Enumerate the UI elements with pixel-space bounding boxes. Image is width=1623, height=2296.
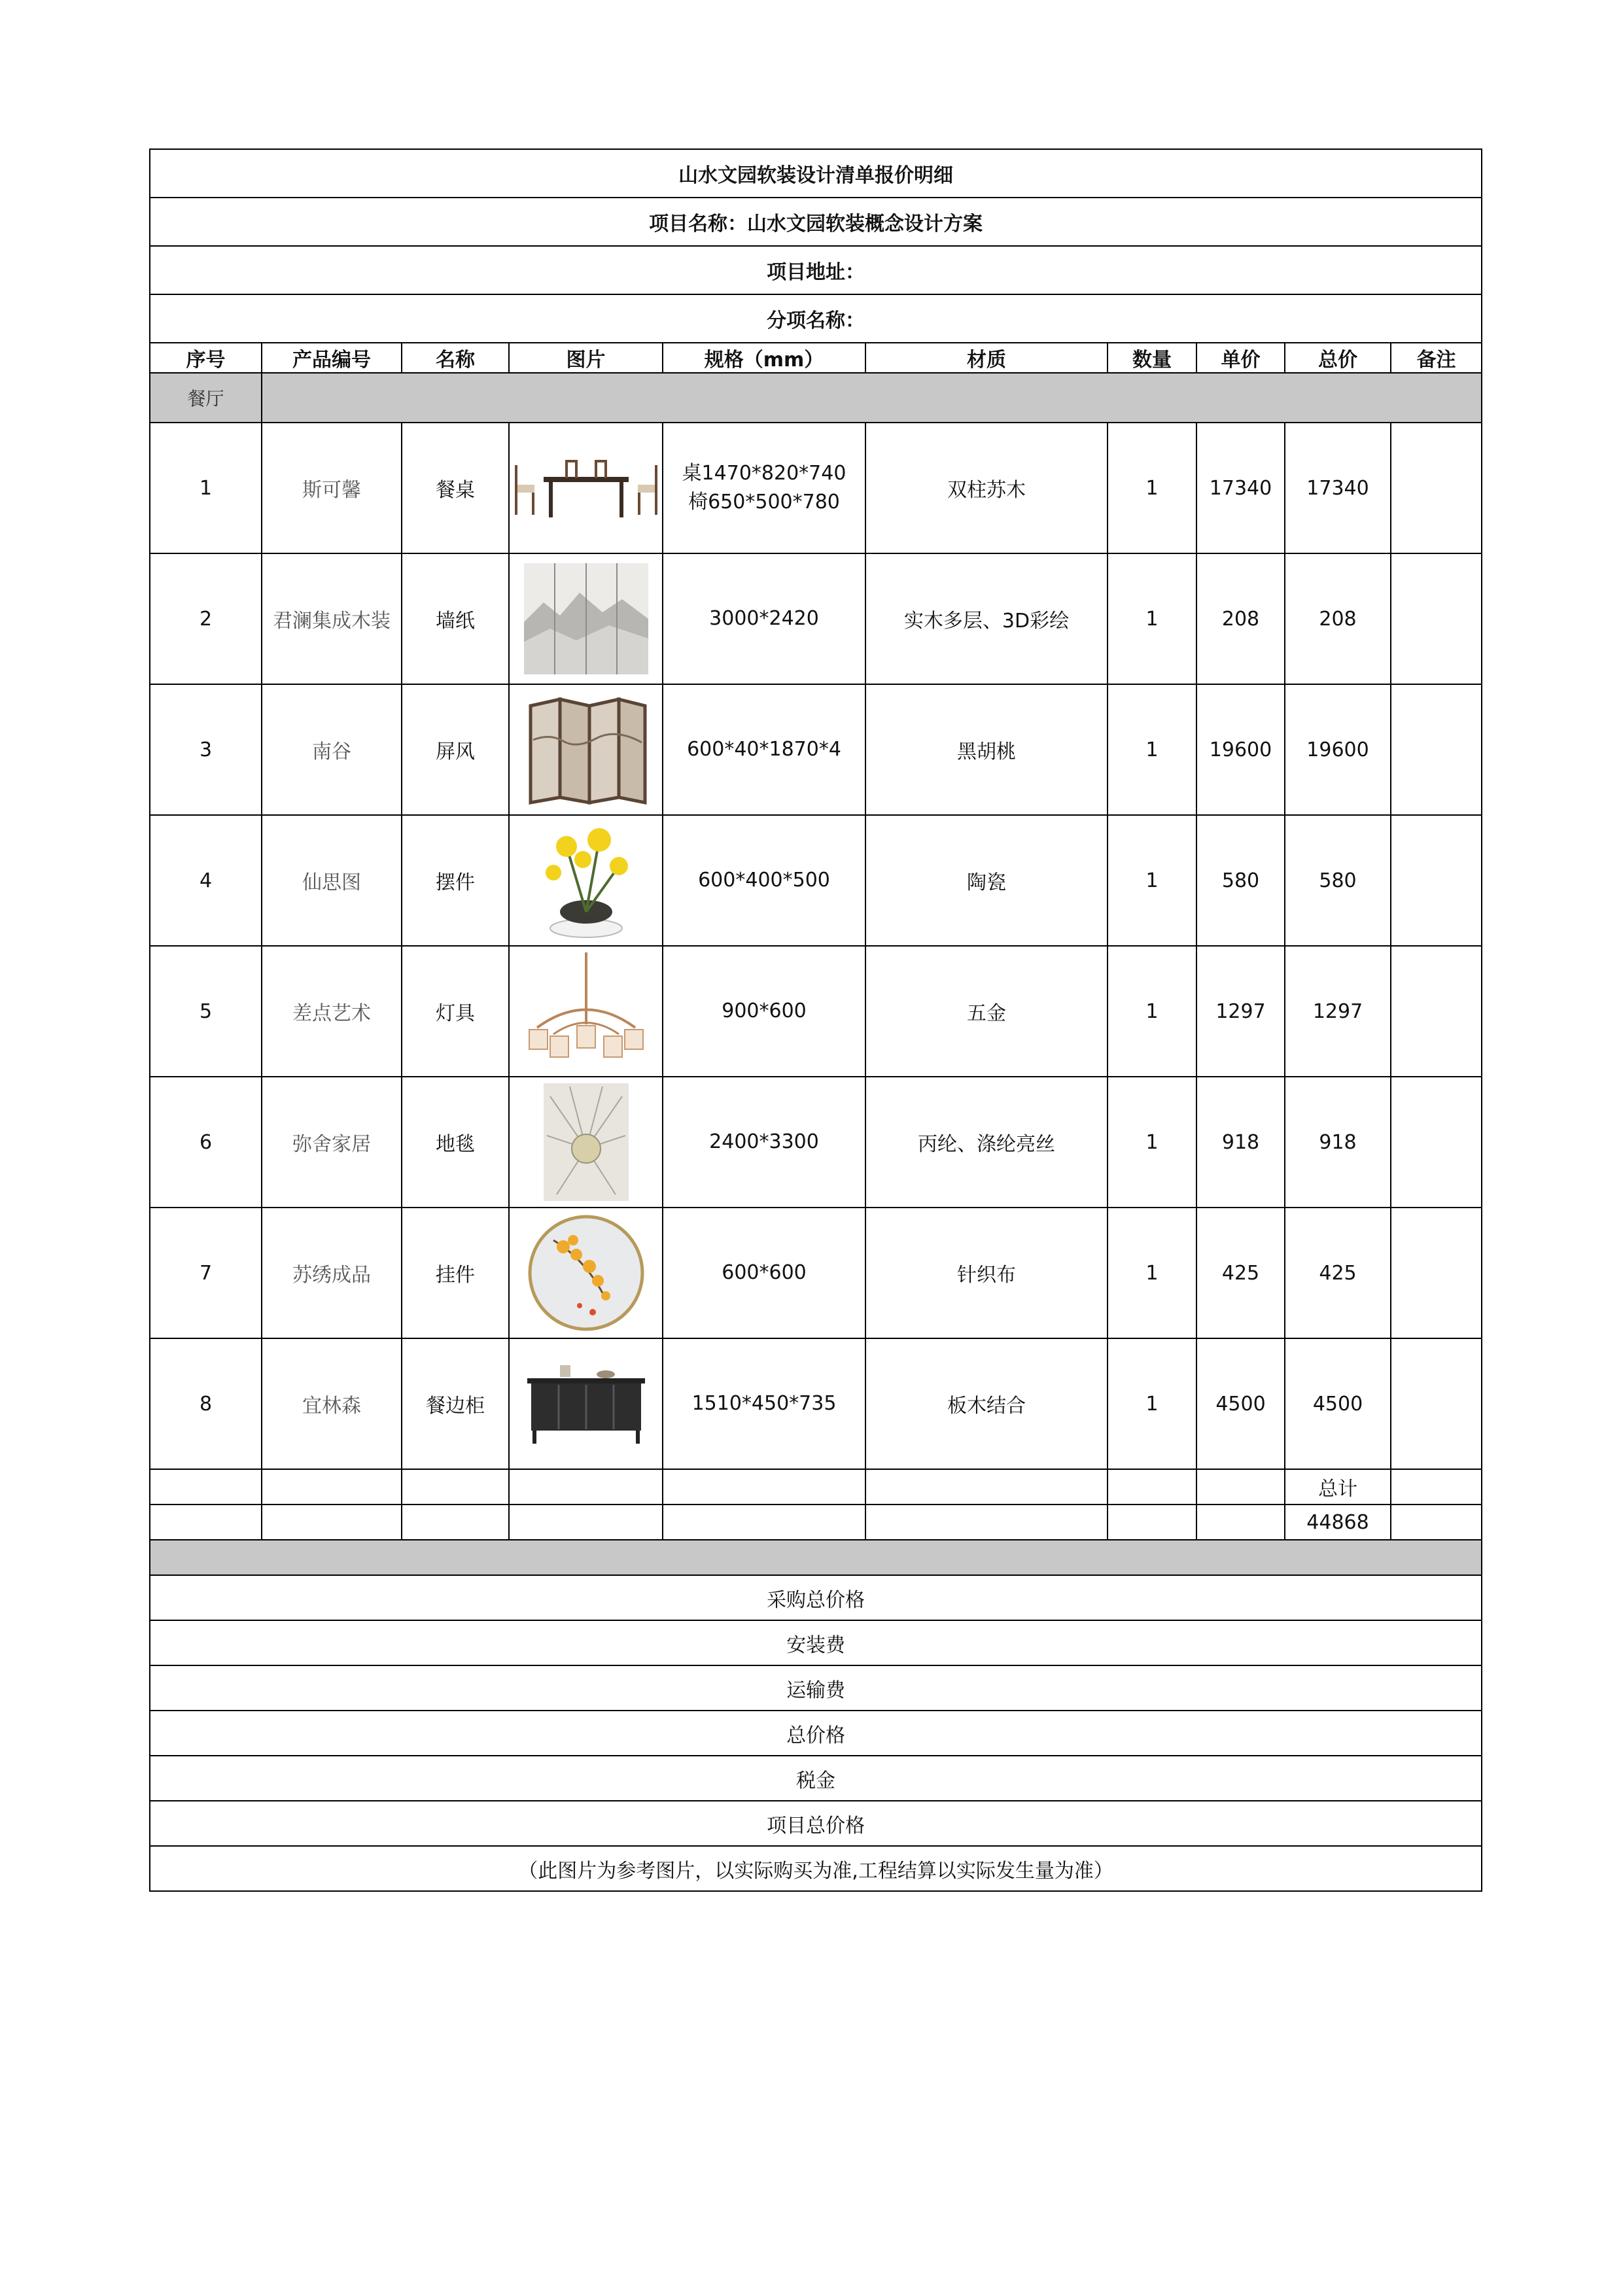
total-value-row	[150, 1505, 1482, 1540]
flower-ornament-icon	[534, 820, 638, 941]
header-code: 产品编号	[262, 343, 402, 373]
chandelier-icon	[524, 952, 648, 1070]
item-spec	[663, 553, 865, 684]
separator-row	[150, 1540, 1482, 1575]
total-price: 总价格	[150, 1711, 1482, 1756]
item-unit-price: 1297	[1196, 946, 1285, 1077]
item-spec	[663, 423, 865, 553]
item-unit-price: 918	[1196, 1077, 1285, 1208]
header-qty: 数量	[1108, 343, 1196, 373]
item-unit-price: 580	[1196, 815, 1285, 946]
item-code: 宜林森	[262, 1338, 402, 1469]
item-name: 挂件	[402, 1208, 509, 1338]
item-code: 苏绣成品	[262, 1208, 402, 1338]
item-code: 斯可馨	[262, 423, 402, 553]
item-spec	[663, 1338, 865, 1469]
item-spec-line1: 2400*3300	[709, 1130, 819, 1153]
item-spec-line1: 600*400*500	[698, 869, 830, 892]
item-seq: 2	[150, 553, 262, 684]
section-row	[150, 373, 1482, 423]
item-qty: 1	[1108, 553, 1196, 684]
item-remark	[1391, 1077, 1482, 1208]
header-total-price: 总价	[1285, 343, 1391, 373]
item-material: 陶瓷	[865, 815, 1108, 946]
item-unit-price: 17340	[1196, 423, 1285, 553]
item-spec	[663, 684, 865, 815]
item-image	[509, 423, 663, 553]
table-row	[150, 423, 1482, 553]
item-name: 灯具	[402, 946, 509, 1077]
item-image	[509, 946, 663, 1077]
item-material: 针织布	[865, 1208, 1108, 1338]
item-remark	[1391, 946, 1482, 1077]
item-total-price: 918	[1285, 1077, 1391, 1208]
tax: 税金	[150, 1756, 1482, 1801]
purchase-total: 采购总价格	[150, 1575, 1482, 1620]
round-wall-art-icon	[527, 1214, 645, 1332]
item-name: 地毯	[402, 1077, 509, 1208]
item-name: 屏风	[402, 684, 509, 815]
item-seq: 5	[150, 946, 262, 1077]
item-image	[509, 1077, 663, 1208]
item-spec-line1: 1510*450*735	[691, 1392, 837, 1415]
sub-item-name: 分项名称：	[150, 294, 1482, 343]
item-qty: 1	[1108, 1208, 1196, 1338]
sideboard-icon	[521, 1361, 652, 1446]
item-qty: 1	[1108, 423, 1196, 553]
item-spec-line1: 900*600	[722, 1000, 807, 1022]
item-material: 黑胡桃	[865, 684, 1108, 815]
item-spec	[663, 815, 865, 946]
item-spec	[663, 946, 865, 1077]
section-label: 餐厅	[150, 373, 262, 423]
item-code: 君澜集成木装	[262, 553, 402, 684]
item-seq: 8	[150, 1338, 262, 1469]
item-image	[509, 684, 663, 815]
item-seq: 1	[150, 423, 262, 553]
item-spec	[663, 1208, 865, 1338]
item-total-price: 17340	[1285, 423, 1391, 553]
header-unit-price: 单价	[1196, 343, 1285, 373]
item-total-price: 425	[1285, 1208, 1391, 1338]
folding-screen-icon	[524, 694, 648, 805]
item-seq: 7	[150, 1208, 262, 1338]
installation-fee: 安装费	[150, 1620, 1482, 1665]
item-material: 五金	[865, 946, 1108, 1077]
total-value: 44868	[1285, 1505, 1391, 1540]
item-remark	[1391, 684, 1482, 815]
item-spec-line1: 600*40*1870*4	[687, 738, 841, 761]
table-row	[150, 1338, 1482, 1469]
item-spec-line1: 3000*2420	[709, 607, 819, 630]
item-unit-price: 4500	[1196, 1338, 1285, 1469]
table-row	[150, 946, 1482, 1077]
header-remark: 备注	[1391, 343, 1482, 373]
item-material: 双柱苏木	[865, 423, 1108, 553]
table-row	[150, 1077, 1482, 1208]
item-total-price: 19600	[1285, 684, 1391, 815]
item-code: 南谷	[262, 684, 402, 815]
item-seq: 4	[150, 815, 262, 946]
header-image: 图片	[509, 343, 663, 373]
header-row	[150, 343, 1482, 373]
footnote: （此图片为参考图片，以实际购买为准,工程结算以实际发生量为准）	[150, 1846, 1482, 1891]
header-material: 材质	[865, 343, 1108, 373]
item-unit-price: 19600	[1196, 684, 1285, 815]
table-row	[150, 815, 1482, 946]
item-seq: 6	[150, 1077, 262, 1208]
item-qty: 1	[1108, 684, 1196, 815]
item-total-price: 1297	[1285, 946, 1391, 1077]
project-name: 项目名称：山水文园软装概念设计方案	[150, 198, 1482, 246]
project-total: 项目总价格	[150, 1801, 1482, 1846]
item-material: 板木结合	[865, 1338, 1108, 1469]
item-seq: 3	[150, 684, 262, 815]
item-code: 差点艺术	[262, 946, 402, 1077]
item-image	[509, 1338, 663, 1469]
item-qty: 1	[1108, 1338, 1196, 1469]
total-label: 总计	[1285, 1469, 1391, 1505]
item-total-price: 4500	[1285, 1338, 1391, 1469]
item-spec-line2: 椅650*500*780	[688, 491, 840, 513]
item-remark	[1391, 423, 1482, 553]
item-total-price: 580	[1285, 815, 1391, 946]
item-total-price: 208	[1285, 553, 1391, 684]
item-name: 餐桌	[402, 423, 509, 553]
wallpaper-icon	[524, 563, 648, 674]
shipping-fee: 运输费	[150, 1665, 1482, 1711]
table-row	[150, 684, 1482, 815]
item-remark	[1391, 1208, 1482, 1338]
total-label-row	[150, 1469, 1482, 1505]
item-qty: 1	[1108, 1077, 1196, 1208]
table-row	[150, 1208, 1482, 1338]
item-remark	[1391, 553, 1482, 684]
item-unit-price: 425	[1196, 1208, 1285, 1338]
project-address: 项目地址：	[150, 246, 1482, 294]
item-spec-line1: 600*600	[722, 1261, 807, 1284]
item-remark	[1391, 815, 1482, 946]
carpet-icon	[544, 1083, 629, 1201]
header-name: 名称	[402, 343, 509, 373]
item-image	[509, 815, 663, 946]
dining-table-icon	[511, 452, 661, 524]
item-qty: 1	[1108, 946, 1196, 1077]
item-name: 餐边柜	[402, 1338, 509, 1469]
item-image	[509, 553, 663, 684]
item-remark	[1391, 1338, 1482, 1469]
table-row	[150, 553, 1482, 684]
quotation-table	[149, 148, 1482, 1892]
item-unit-price: 208	[1196, 553, 1285, 684]
item-image	[509, 1208, 663, 1338]
sheet-title: 山水文园软装设计清单报价明细	[150, 149, 1482, 198]
item-name: 墙纸	[402, 553, 509, 684]
item-spec-line1: 桌1470*820*740	[682, 462, 846, 485]
item-code: 仙思图	[262, 815, 402, 946]
item-name: 摆件	[402, 815, 509, 946]
item-code: 弥舍家居	[262, 1077, 402, 1208]
item-spec	[663, 1077, 865, 1208]
item-material: 丙纶、涤纶亮丝	[865, 1077, 1108, 1208]
header-spec: 规格（mm）	[663, 343, 865, 373]
item-material: 实木多层、3D彩绘	[865, 553, 1108, 684]
item-qty: 1	[1108, 815, 1196, 946]
header-seq: 序号	[150, 343, 262, 373]
